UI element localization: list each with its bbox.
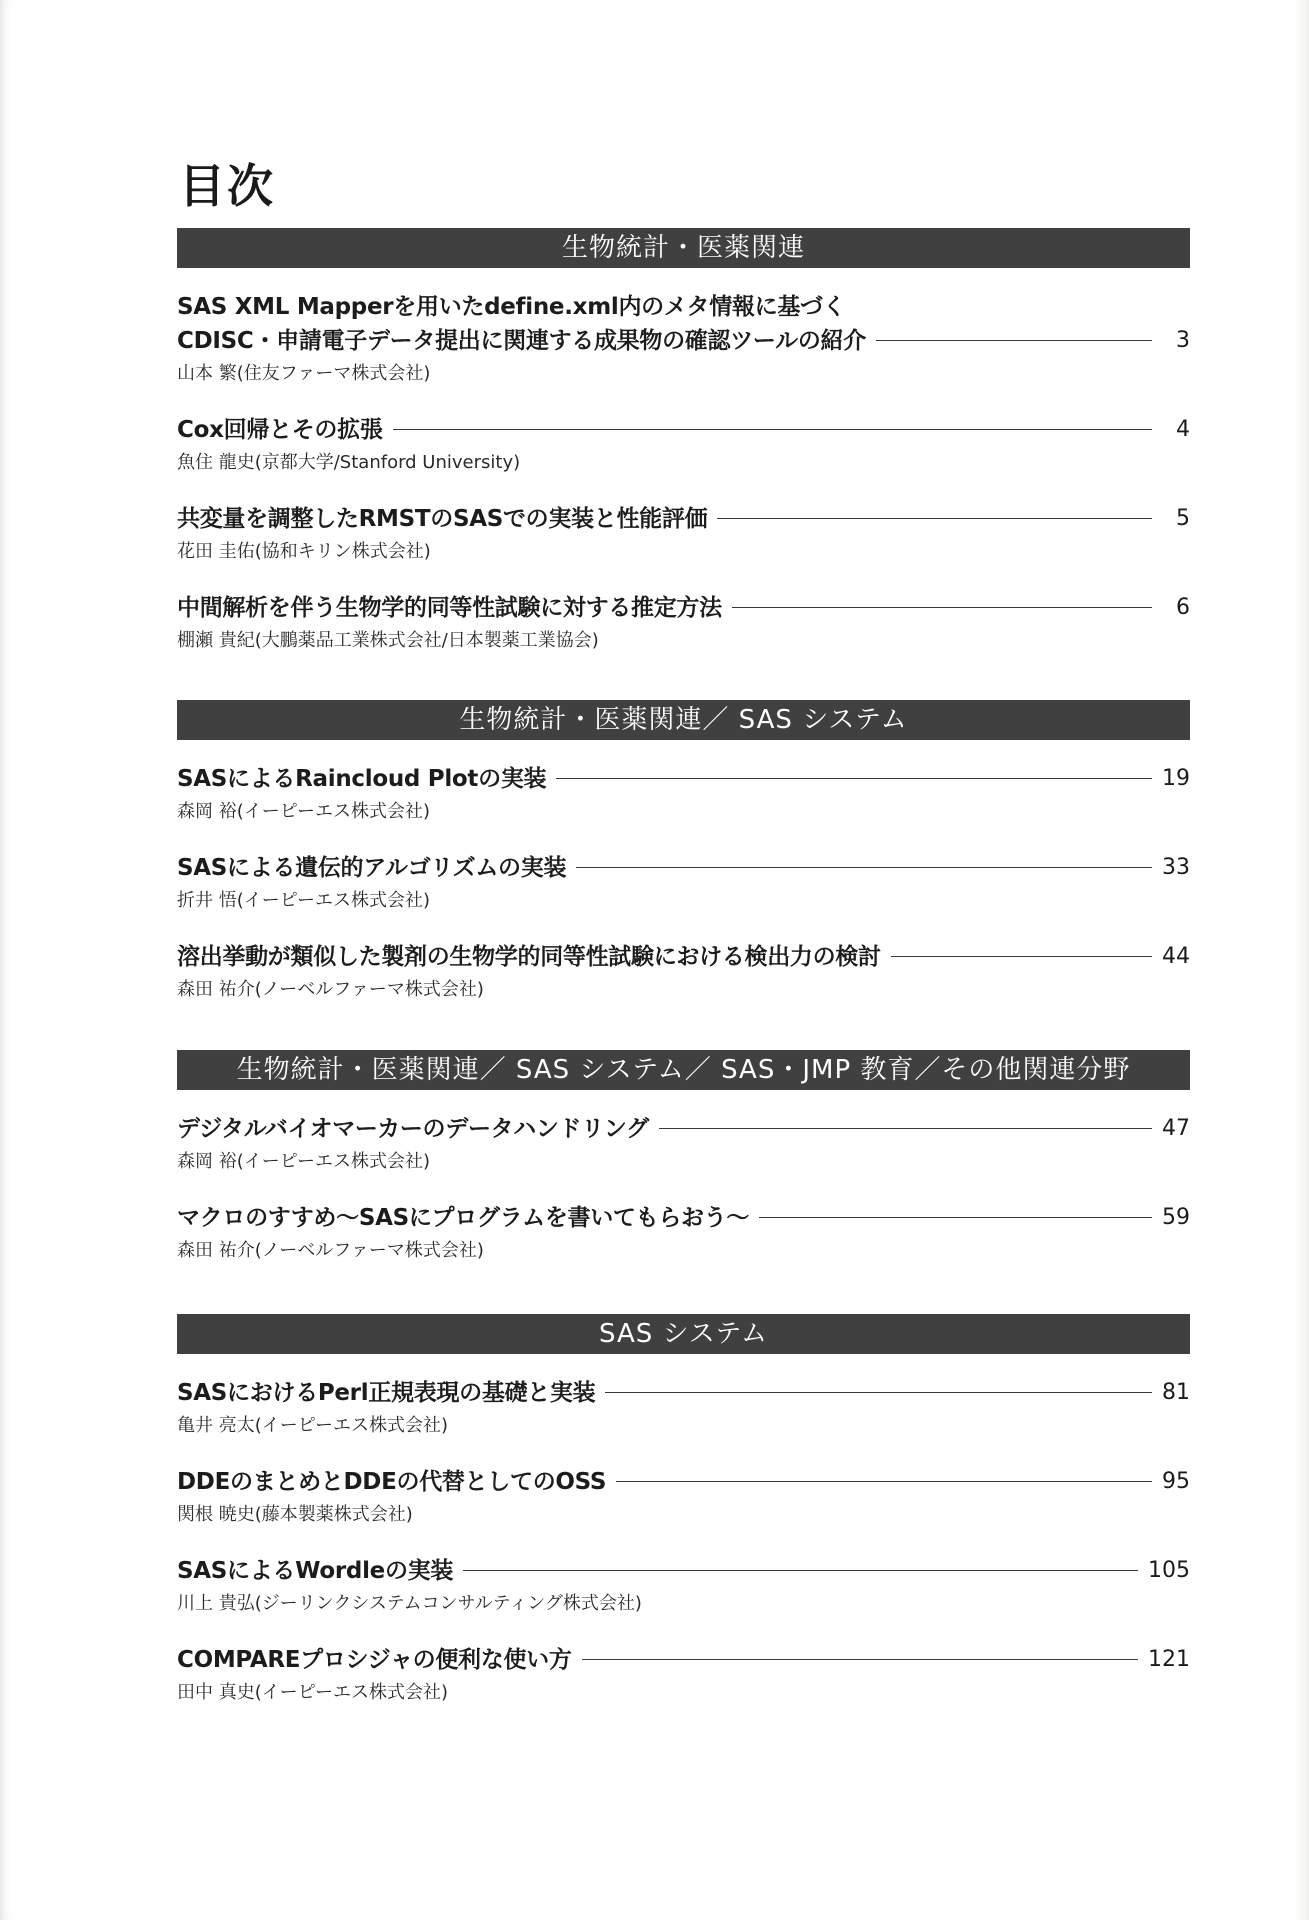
- entry-title-row: [177, 1376, 1190, 1410]
- entry-author: 森岡 裕(イーピーエス株式会社): [177, 1151, 431, 1172]
- page-number: 3: [1176, 328, 1190, 353]
- section-heading: 生物統計・医薬関連／ SAS システム／ SAS・JMP 教育／その他関連分野: [177, 1050, 1190, 1090]
- entry-list: [177, 290, 1190, 654]
- entry-title-row: [177, 940, 1190, 974]
- entry-title: SASによるWordleの実装: [177, 1558, 454, 1584]
- entry-title: DDEのまとめとDDEの代替としてのOSS: [177, 1469, 607, 1495]
- toc-entry: [177, 502, 1190, 565]
- entry-title: COMPAREプロシジャの便利な使い方: [177, 1647, 572, 1673]
- toc-entry: [177, 851, 1190, 914]
- entry-author: 森田 祐介(ノーベルファーマ株式会社): [177, 979, 484, 1000]
- toc-entry: [177, 940, 1190, 1003]
- entry-author: 亀井 亮太(イーピーエス株式会社): [177, 1415, 449, 1436]
- entry-author: 棚瀬 貴紀(大鵬薬品工業株式会社/日本製薬工業協会): [177, 630, 599, 651]
- page-number: 47: [1162, 1116, 1190, 1141]
- toc-entry: [177, 290, 1190, 387]
- entry-title: デジタルバイオマーカーのデータハンドリング: [177, 1116, 649, 1142]
- entry-title: SASにおけるPerl正規表現の基礎と実装: [177, 1380, 596, 1406]
- page-number: 33: [1162, 855, 1190, 880]
- entry-title-row: [177, 1465, 1190, 1499]
- entry-title-row: [177, 1201, 1190, 1235]
- leader-line: [717, 518, 1152, 519]
- leader-line: [605, 1392, 1152, 1393]
- page-title: 目次: [179, 159, 275, 213]
- toc-entry: [177, 413, 1190, 476]
- leader-line: [659, 1128, 1152, 1129]
- toc-section: [177, 1314, 1190, 1732]
- entry-author: 花田 圭佑(協和キリン株式会社): [177, 541, 431, 562]
- toc-section: [177, 228, 1190, 680]
- entry-title-row: [177, 324, 1190, 358]
- leader-line: [876, 340, 1152, 341]
- entry-title: CDISC・申請電子データ提出に関連する成果物の確認ツールの紹介: [177, 328, 866, 354]
- leader-line: [576, 867, 1152, 868]
- entry-author: 魚住 龍史(京都大学/Stanford University): [177, 452, 521, 473]
- page-edge-shadow: [1295, 0, 1309, 1920]
- toc-section: [177, 1050, 1190, 1290]
- leader-line: [616, 1481, 1152, 1482]
- section-heading: 生物統計・医薬関連: [177, 228, 1190, 268]
- toc-entry: [177, 1112, 1190, 1175]
- toc-entry: [177, 1465, 1190, 1528]
- entry-title: Cox回帰とその拡張: [177, 417, 383, 443]
- entry-list: [177, 762, 1190, 1003]
- entry-title-line: SAS XML Mapperを用いたdefine.xml内のメタ情報に基づく: [177, 294, 846, 320]
- entry-title-row: [177, 413, 1190, 447]
- toc-entry: [177, 1201, 1190, 1264]
- entry-title-row: [177, 1554, 1190, 1588]
- toc-section: [177, 700, 1190, 1029]
- toc-entry: [177, 1554, 1190, 1617]
- page-number: 19: [1162, 766, 1190, 791]
- toc-entry: [177, 1376, 1190, 1439]
- section-heading: 生物統計・医薬関連／ SAS システム: [177, 700, 1190, 740]
- leader-line: [463, 1570, 1138, 1571]
- entry-title-row: [177, 502, 1190, 536]
- toc-entry: [177, 1643, 1190, 1706]
- entry-title: 共変量を調整したRMSTのSASでの実装と性能評価: [177, 506, 708, 532]
- entry-author: 川上 貴弘(ジーリンクシステムコンサルティング株式会社): [177, 1593, 642, 1614]
- leader-line: [556, 778, 1152, 779]
- entry-title-row: [177, 762, 1190, 796]
- entry-author: 森田 祐介(ノーベルファーマ株式会社): [177, 1240, 484, 1261]
- page-number: 121: [1148, 1647, 1190, 1672]
- entry-title-row: [177, 591, 1190, 625]
- entry-title: マクロのすすめ～SASにプログラムを書いてもらおう～: [177, 1205, 750, 1231]
- entry-title: SASによる遺伝的アルゴリズムの実装: [177, 855, 567, 881]
- entry-author: 山本 繁(住友ファーマ株式会社): [177, 363, 431, 384]
- entry-author: 折井 悟(イーピーエス株式会社): [177, 890, 431, 911]
- entry-author: 森岡 裕(イーピーエス株式会社): [177, 801, 431, 822]
- leader-line: [732, 607, 1152, 608]
- page-number: 105: [1148, 1558, 1190, 1583]
- entry-title: SASによるRaincloud Plotの実装: [177, 766, 547, 792]
- entry-author: 関根 暁史(藤本製薬株式会社): [177, 1504, 413, 1525]
- page-number: 95: [1162, 1469, 1190, 1494]
- leader-line: [759, 1217, 1152, 1218]
- entry-title: 溶出挙動が類似した製剤の生物学的同等性試験における検出力の検討: [177, 944, 881, 970]
- leader-line: [582, 1659, 1138, 1660]
- entry-list: [177, 1376, 1190, 1706]
- entry-title-row: [177, 1643, 1190, 1677]
- page-number: 59: [1162, 1205, 1190, 1230]
- toc-entry: [177, 591, 1190, 654]
- toc-entry: [177, 762, 1190, 825]
- entry-title-row: [177, 1112, 1190, 1146]
- entry-list: [177, 1112, 1190, 1264]
- page-number: 6: [1176, 595, 1190, 620]
- page-number: 44: [1162, 944, 1190, 969]
- page-number: 81: [1162, 1380, 1190, 1405]
- entry-title-row: [177, 851, 1190, 885]
- leader-line: [891, 956, 1152, 957]
- entry-title: 中間解析を伴う生物学的同等性試験に対する推定方法: [177, 595, 722, 621]
- entry-author: 田中 真史(イーピーエス株式会社): [177, 1682, 449, 1703]
- leader-line: [393, 429, 1152, 430]
- page-number: 5: [1176, 506, 1190, 531]
- section-heading: SAS システム: [177, 1314, 1190, 1354]
- page-number: 4: [1176, 417, 1190, 442]
